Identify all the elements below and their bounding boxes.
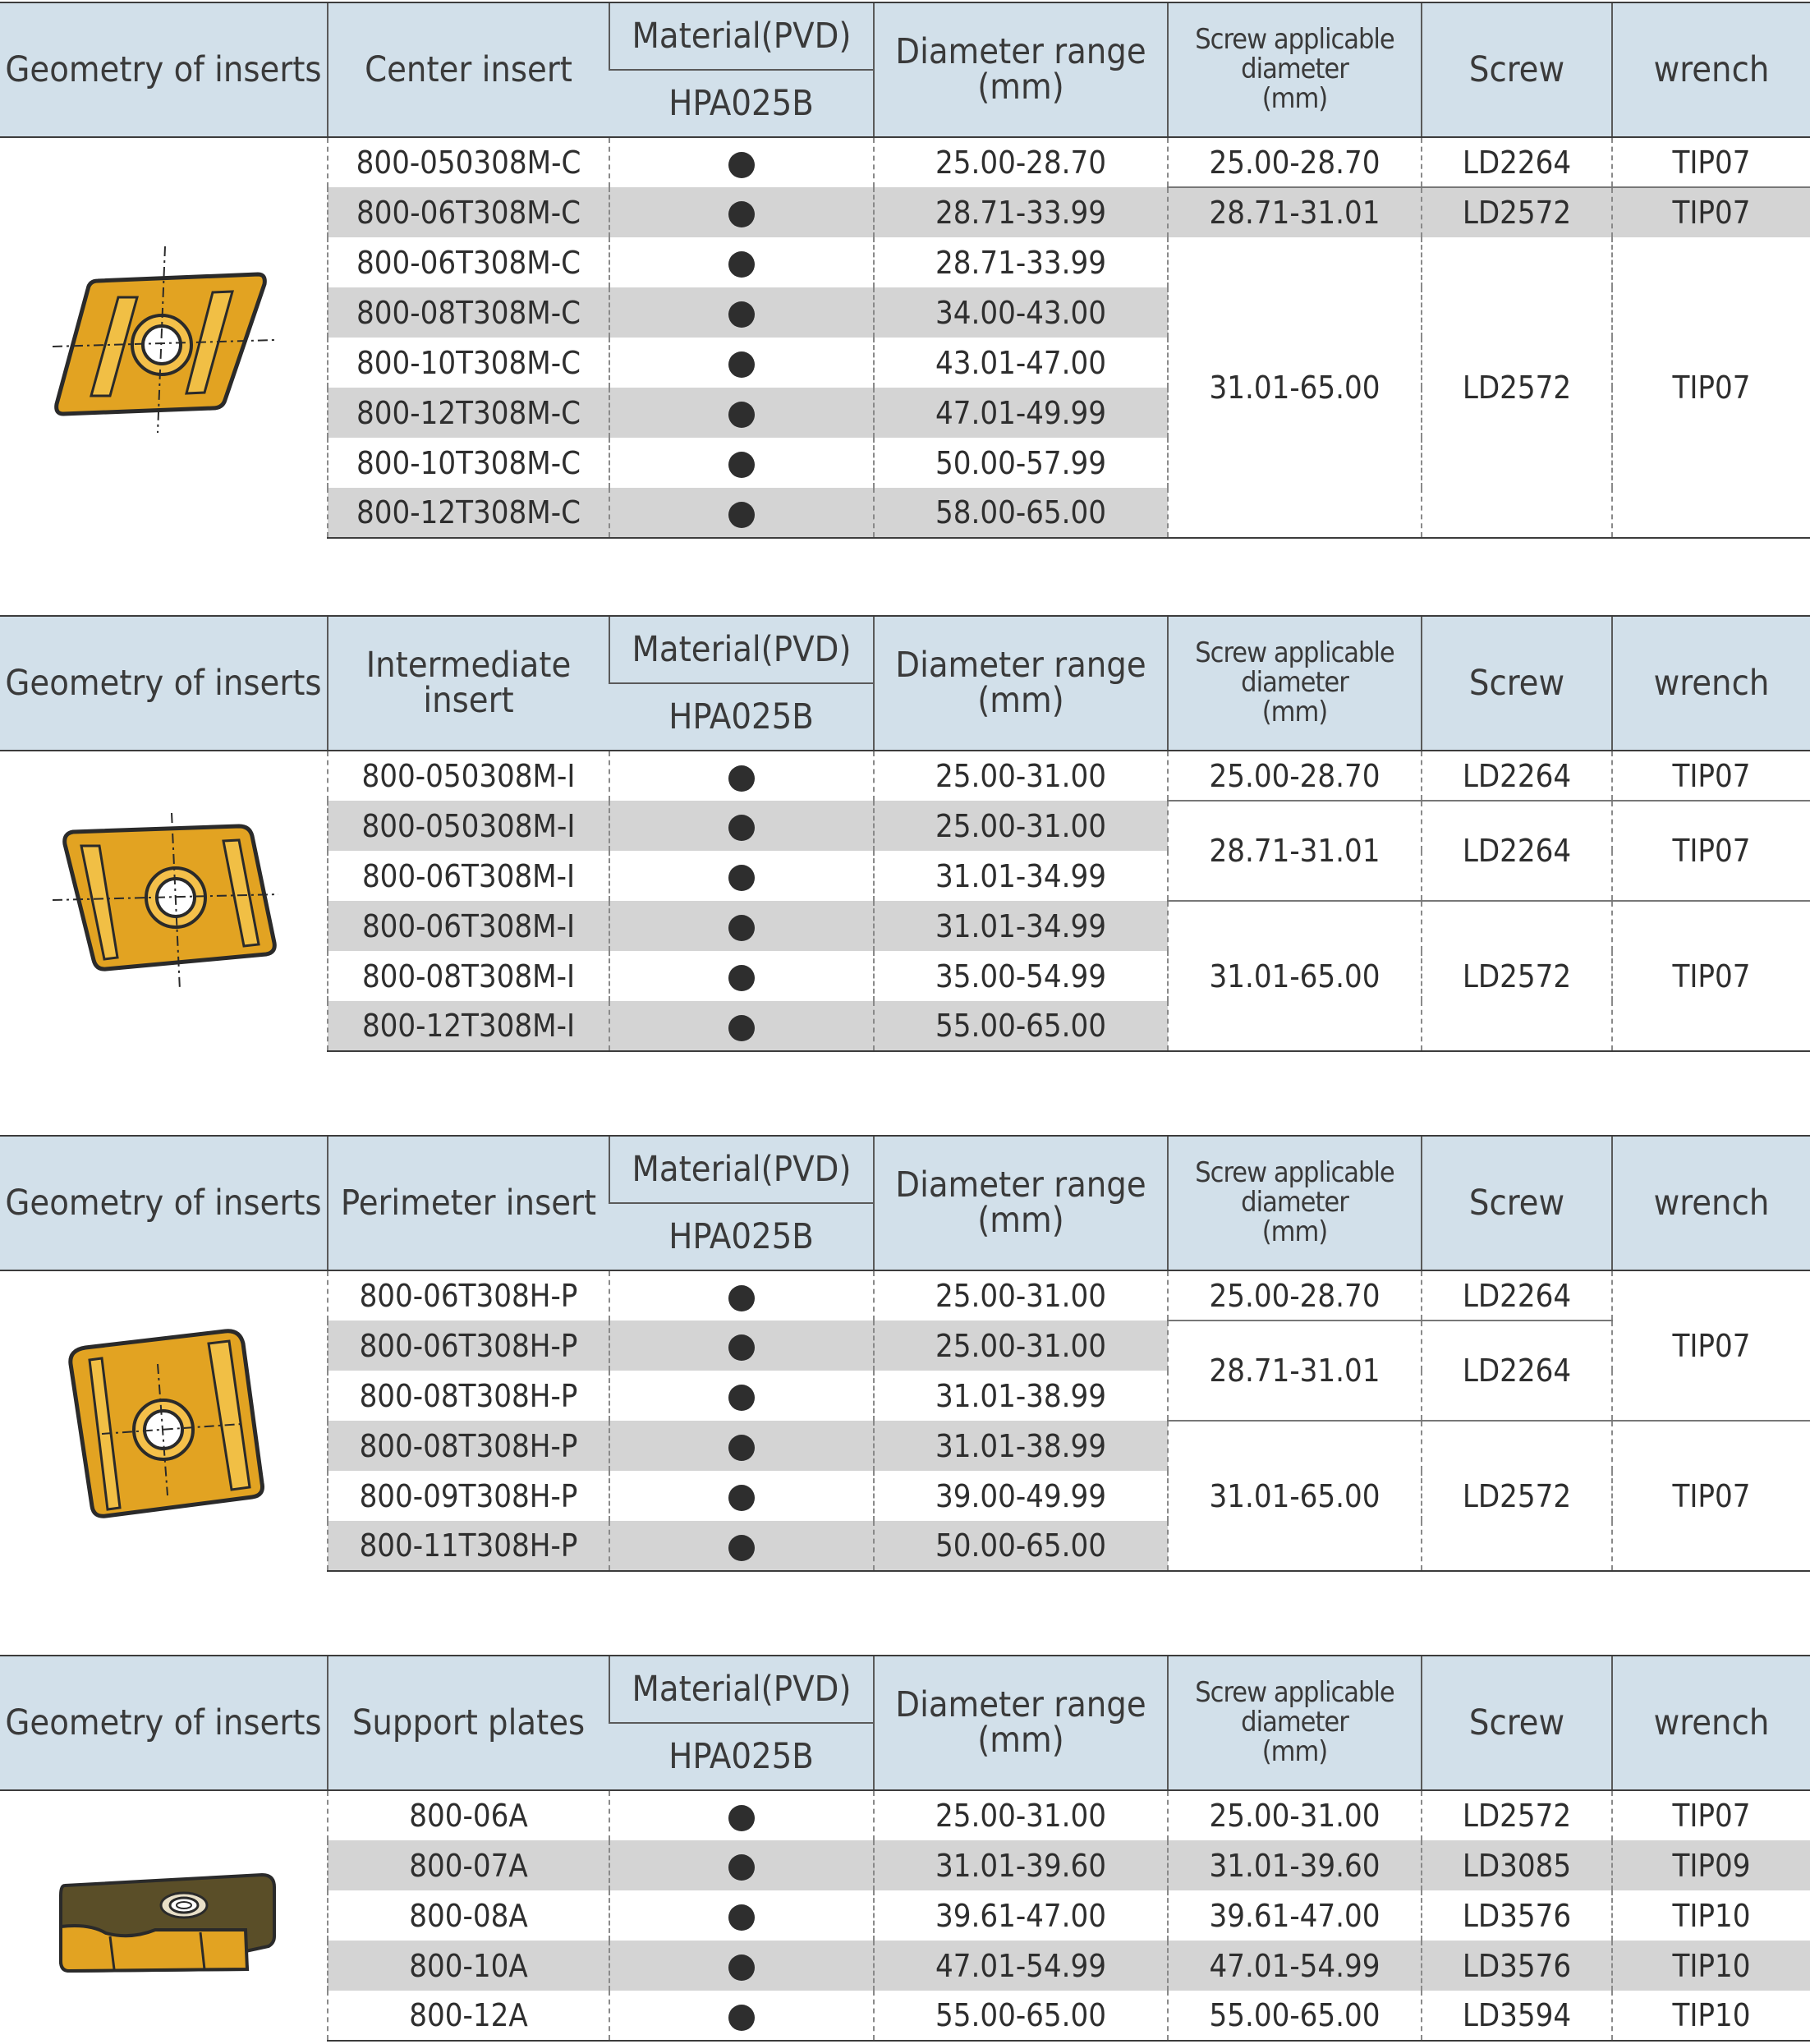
material-dot xyxy=(609,438,874,488)
geometry-header: Geometry of inserts xyxy=(0,616,328,751)
diameter-range: 31.01-38.99 xyxy=(874,1421,1168,1471)
product-code: 800-07A xyxy=(328,1840,609,1890)
insert-type-header: Perimeter insert xyxy=(328,1136,609,1270)
product-code: 800-10T308M-C xyxy=(328,438,609,488)
diameter-range: 47.01-54.99 xyxy=(874,1941,1168,1991)
diameter-range: 31.01-34.99 xyxy=(874,851,1168,901)
material-dot xyxy=(609,1790,874,1840)
product-code: 800-06T308M-I xyxy=(328,901,609,951)
material-dot xyxy=(609,1890,874,1941)
grade-header: HPA025B xyxy=(609,1203,874,1270)
screw-code: LD2264 xyxy=(1422,751,1612,801)
wrench-header: wrench xyxy=(1612,2,1810,137)
material-dot xyxy=(609,1521,874,1571)
wrench-header: wrench xyxy=(1612,1656,1810,1790)
wrench-code: TIP10 xyxy=(1612,1991,1810,2041)
screw-code: LD3085 xyxy=(1422,1840,1612,1890)
diameter-range: 31.01-34.99 xyxy=(874,901,1168,951)
product-code: 800-12T308M-I xyxy=(328,1001,609,1051)
product-code: 800-08A xyxy=(328,1890,609,1941)
screw-diameter: 39.61-47.00 xyxy=(1168,1890,1422,1941)
material-header: Material(PVD) xyxy=(609,616,874,683)
support-plates-table xyxy=(0,1655,1810,2042)
screw-diameter: 28.71-31.01 xyxy=(1168,801,1422,901)
material-dot xyxy=(609,137,874,187)
screw-header: Screw xyxy=(1422,616,1612,751)
perimeter-insert-table xyxy=(0,1135,1810,1572)
diameter-range: 25.00-31.00 xyxy=(874,1270,1168,1321)
wrench-code: TIP07 xyxy=(1612,1790,1810,1840)
screw-diameter: 28.71-31.01 xyxy=(1168,187,1422,237)
material-dot xyxy=(609,1421,874,1471)
diameter-range: 34.00-43.00 xyxy=(874,287,1168,338)
insert-type-header: Center insert xyxy=(328,2,609,137)
wrench-code: TIP09 xyxy=(1612,1840,1810,1890)
screw-diameter: 25.00-28.70 xyxy=(1168,137,1422,187)
diameter-range: 43.01-47.00 xyxy=(874,338,1168,388)
grade-header: HPA025B xyxy=(609,70,874,137)
product-code: 800-06T308M-I xyxy=(328,851,609,901)
material-dot xyxy=(609,338,874,388)
insert-image-cell xyxy=(0,751,328,1051)
screw-diameter: 47.01-54.99 xyxy=(1168,1941,1422,1991)
wrench-code: TIP07 xyxy=(1612,187,1810,237)
material-dot xyxy=(609,1321,874,1371)
wrench-code: TIP07 xyxy=(1612,901,1810,1051)
screw-code: LD2264 xyxy=(1422,1270,1612,1321)
screw-diameter-header: Screw applicable diameter (mm) xyxy=(1168,1136,1422,1270)
material-dot xyxy=(609,1270,874,1321)
material-dot xyxy=(609,1371,874,1421)
product-code: 800-06T308M-C xyxy=(328,187,609,237)
geometry-header: Geometry of inserts xyxy=(0,1656,328,1790)
screw-diameter: 31.01-65.00 xyxy=(1168,1421,1422,1571)
screw-header: Screw xyxy=(1422,1656,1612,1790)
screw-diameter: 31.01-65.00 xyxy=(1168,237,1422,538)
screw-diameter-header: Screw applicable diameter (mm) xyxy=(1168,1656,1422,1790)
wrench-header: wrench xyxy=(1612,1136,1810,1270)
screw-diameter: 25.00-28.70 xyxy=(1168,1270,1422,1321)
wrench-code: TIP07 xyxy=(1612,801,1810,901)
product-code: 800-12T308M-C xyxy=(328,388,609,438)
material-header: Material(PVD) xyxy=(609,1656,874,1723)
grade-header: HPA025B xyxy=(609,1723,874,1790)
center-insert-icon xyxy=(48,240,278,437)
diameter-range: 28.71-33.99 xyxy=(874,187,1168,237)
insert-type-header: Intermediate insert xyxy=(328,616,609,751)
diameter-header: Diameter range (mm) xyxy=(874,616,1168,751)
screw-code: LD2572 xyxy=(1422,237,1612,538)
diameter-range: 55.00-65.00 xyxy=(874,1991,1168,2041)
insert-image-cell xyxy=(0,137,328,538)
intermediate-insert-icon xyxy=(48,811,278,992)
screw-diameter: 28.71-31.01 xyxy=(1168,1321,1422,1421)
diameter-header: Diameter range (mm) xyxy=(874,1656,1168,1790)
wrench-code: TIP10 xyxy=(1612,1941,1810,1991)
screw-code: LD2572 xyxy=(1422,901,1612,1051)
screw-code: LD2572 xyxy=(1422,187,1612,237)
product-code: 800-08T308H-P xyxy=(328,1421,609,1471)
wrench-header: wrench xyxy=(1612,616,1810,751)
diameter-range: 25.00-31.00 xyxy=(874,751,1168,801)
support-plate-icon xyxy=(40,1854,287,1977)
material-header: Material(PVD) xyxy=(609,1136,874,1203)
diameter-range: 25.00-31.00 xyxy=(874,801,1168,851)
material-dot xyxy=(609,1941,874,1991)
diameter-range: 28.71-33.99 xyxy=(874,237,1168,287)
center-insert-table xyxy=(0,2,1810,539)
insert-type-header: Support plates xyxy=(328,1656,609,1790)
screw-diameter: 25.00-31.00 xyxy=(1168,1790,1422,1840)
diameter-range: 55.00-65.00 xyxy=(874,1001,1168,1051)
material-header: Material(PVD) xyxy=(609,2,874,70)
diameter-range: 47.01-49.99 xyxy=(874,388,1168,438)
perimeter-insert-icon xyxy=(53,1319,274,1524)
intermediate-insert-table xyxy=(0,615,1810,1052)
screw-diameter: 31.01-65.00 xyxy=(1168,901,1422,1051)
product-code: 800-06T308H-P xyxy=(328,1321,609,1371)
screw-header: Screw xyxy=(1422,2,1612,137)
insert-image-cell xyxy=(0,1270,328,1571)
geometry-header: Geometry of inserts xyxy=(0,2,328,137)
diameter-range: 35.00-54.99 xyxy=(874,951,1168,1001)
wrench-code: TIP07 xyxy=(1612,1421,1810,1571)
diameter-range: 39.00-49.99 xyxy=(874,1471,1168,1521)
material-dot xyxy=(609,901,874,951)
screw-header: Screw xyxy=(1422,1136,1612,1270)
screw-code: LD2572 xyxy=(1422,1790,1612,1840)
screw-code: LD2264 xyxy=(1422,801,1612,901)
product-code: 800-06T308H-P xyxy=(328,1270,609,1321)
diameter-header: Diameter range (mm) xyxy=(874,1136,1168,1270)
material-dot xyxy=(609,951,874,1001)
diameter-header: Diameter range (mm) xyxy=(874,2,1168,137)
product-code: 800-08T308M-C xyxy=(328,287,609,338)
wrench-code: TIP07 xyxy=(1612,751,1810,801)
product-code: 800-08T308H-P xyxy=(328,1371,609,1421)
product-code: 800-11T308H-P xyxy=(328,1521,609,1571)
screw-diameter: 25.00-28.70 xyxy=(1168,751,1422,801)
material-dot xyxy=(609,1991,874,2041)
material-dot xyxy=(609,1001,874,1051)
product-code: 800-12A xyxy=(328,1991,609,2041)
product-code: 800-06T308M-C xyxy=(328,237,609,287)
wrench-code: TIP07 xyxy=(1612,1270,1810,1421)
product-code: 800-10A xyxy=(328,1941,609,1991)
product-code: 800-08T308M-I xyxy=(328,951,609,1001)
material-dot xyxy=(609,488,874,538)
product-code: 800-050308M-C xyxy=(328,137,609,187)
geometry-header: Geometry of inserts xyxy=(0,1136,328,1270)
material-dot xyxy=(609,851,874,901)
diameter-range: 50.00-65.00 xyxy=(874,1521,1168,1571)
screw-code: LD3576 xyxy=(1422,1890,1612,1941)
diameter-range: 25.00-31.00 xyxy=(874,1790,1168,1840)
material-dot xyxy=(609,801,874,851)
diameter-range: 58.00-65.00 xyxy=(874,488,1168,538)
diameter-range: 25.00-28.70 xyxy=(874,137,1168,187)
screw-diameter-header: Screw applicable diameter (mm) xyxy=(1168,2,1422,137)
screw-code: LD2264 xyxy=(1422,137,1612,187)
screw-diameter: 31.01-39.60 xyxy=(1168,1840,1422,1890)
product-code: 800-06A xyxy=(328,1790,609,1840)
product-code: 800-10T308M-C xyxy=(328,338,609,388)
material-dot xyxy=(609,287,874,338)
screw-diameter: 55.00-65.00 xyxy=(1168,1991,1422,2041)
grade-header: HPA025B xyxy=(609,683,874,751)
wrench-code: TIP07 xyxy=(1612,237,1810,538)
insert-image-cell xyxy=(0,1790,328,2041)
screw-diameter-header: Screw applicable diameter (mm) xyxy=(1168,616,1422,751)
product-code: 800-09T308H-P xyxy=(328,1471,609,1521)
material-dot xyxy=(609,237,874,287)
diameter-range: 39.61-47.00 xyxy=(874,1890,1168,1941)
product-code: 800-050308M-I xyxy=(328,751,609,801)
material-dot xyxy=(609,1471,874,1521)
diameter-range: 50.00-57.99 xyxy=(874,438,1168,488)
material-dot xyxy=(609,388,874,438)
product-code: 800-050308M-I xyxy=(328,801,609,851)
diameter-range: 31.01-38.99 xyxy=(874,1371,1168,1421)
material-dot xyxy=(609,751,874,801)
diameter-range: 31.01-39.60 xyxy=(874,1840,1168,1890)
diameter-range: 25.00-31.00 xyxy=(874,1321,1168,1371)
material-dot xyxy=(609,1840,874,1890)
product-code: 800-12T308M-C xyxy=(328,488,609,538)
screw-code: LD2264 xyxy=(1422,1321,1612,1421)
wrench-code: TIP10 xyxy=(1612,1890,1810,1941)
wrench-code: TIP07 xyxy=(1612,137,1810,187)
screw-code: LD3594 xyxy=(1422,1991,1612,2041)
screw-code: LD3576 xyxy=(1422,1941,1612,1991)
screw-code: LD2572 xyxy=(1422,1421,1612,1571)
material-dot xyxy=(609,187,874,237)
